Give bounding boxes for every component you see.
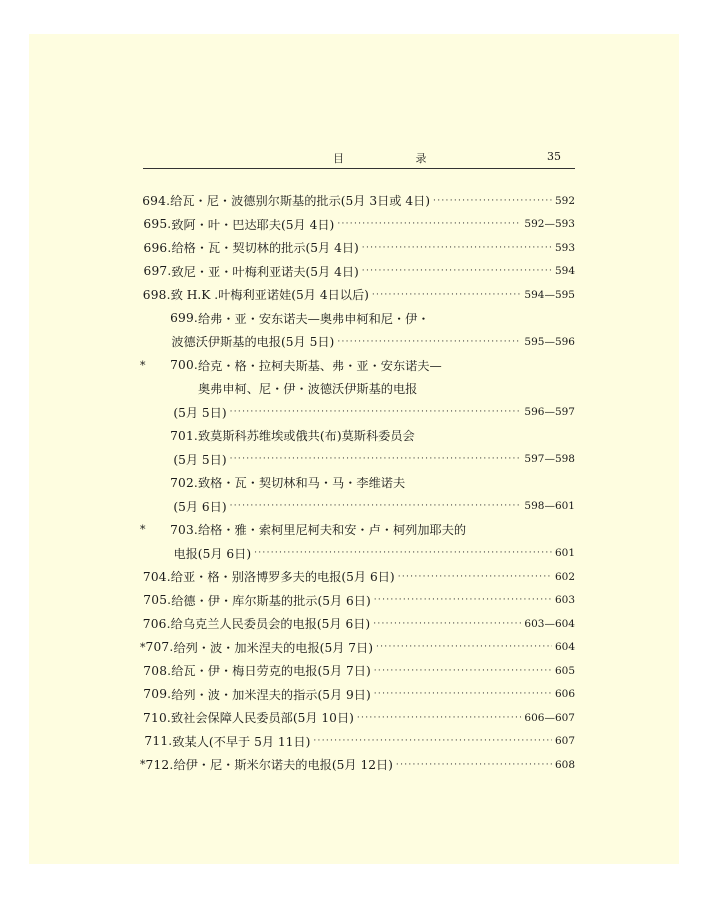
dot-leader — [374, 666, 552, 676]
toc-entry-line — [140, 377, 575, 401]
entry-page-range: 593 — [554, 241, 575, 254]
entry-title: 给克・格・拉柯夫斯基、弗・亚・安东诺夫— — [198, 358, 442, 373]
entry-page-range: 607 — [554, 735, 575, 748]
toc-entry-line — [140, 659, 575, 683]
entry-number: 710. — [143, 710, 171, 725]
entry-number: 708. — [143, 663, 172, 678]
entry-number: 705. — [143, 593, 172, 608]
toc-entry-line — [140, 330, 575, 354]
dot-leader — [230, 501, 522, 511]
toc-entry-line — [140, 683, 575, 707]
toc-entry-line — [140, 236, 575, 260]
toc-entry-line — [140, 706, 575, 730]
entry-page-range: 594 — [554, 265, 575, 278]
entry-number: 711. — [144, 734, 173, 749]
entry-number: 712. — [145, 757, 174, 772]
toc-entry-line — [140, 565, 575, 589]
header-page-number: 35 — [547, 150, 561, 163]
toc-entry-line — [140, 354, 575, 378]
toc-entry-line — [140, 401, 575, 425]
entry-title: 给弗・亚・安东诺夫—奥弗申柯和尼・伊・ — [198, 311, 430, 326]
entry-page-range: 594—595 — [524, 288, 575, 301]
entry-number: 698. — [142, 287, 171, 302]
dot-leader — [433, 196, 552, 206]
toc-entry-line — [140, 495, 575, 519]
entry-number: 704. — [142, 569, 171, 584]
dot-leader — [230, 454, 522, 464]
entry-page-range: 604 — [554, 641, 575, 654]
entry-number: 702. — [170, 475, 198, 490]
entry-title: 给列・波・加米涅夫的指示(5月 9日) — [171, 687, 371, 702]
dot-leader — [376, 642, 552, 652]
dot-leader — [230, 407, 522, 417]
entry-number: 695. — [143, 217, 172, 232]
entry-page-range: 603—604 — [524, 617, 575, 630]
entry-page-range: 608 — [554, 758, 575, 771]
toc-entry-line — [140, 189, 575, 213]
dot-leader — [374, 689, 552, 699]
entry-page-range: 602 — [554, 570, 575, 583]
entry-title: 致阿・叶・巴达耶夫(5月 4日) — [171, 217, 335, 232]
entry-page-range: 597—598 — [524, 453, 575, 466]
entry-title: 给亚・格・别洛博罗多夫的电报(5月 6日) — [170, 570, 395, 585]
entry-title: 给瓦・尼・波德别尔斯基的批示(5月 3日或 4日) — [170, 194, 431, 209]
entry-number: 701. — [170, 428, 198, 443]
dot-leader — [337, 337, 521, 347]
entry-title: 波德沃伊斯基的电报(5月 5日) — [171, 335, 335, 350]
entry-title: 奥弗申柯、尼・伊・波德沃伊斯基的电报 — [198, 382, 418, 397]
entry-title: 致格・瓦・契切林和马・马・李维诺夫 — [198, 476, 406, 491]
entry-title: 电报(5月 6日) — [173, 546, 252, 561]
entry-title: 致莫斯科苏维埃或俄共(布)莫斯科委员会 — [198, 429, 415, 444]
entry-number: 706. — [142, 616, 171, 631]
entry-title: 给格・瓦・契切林的批示(5月 4日) — [171, 241, 359, 256]
entry-page-range: 596—597 — [524, 406, 575, 419]
entry-number: 699. — [170, 311, 198, 326]
header-title: 目 录 — [333, 152, 461, 165]
toc-entry-line — [140, 542, 575, 566]
entry-title: 给列・波・加米涅夫的电报(5月 7日) — [173, 640, 373, 655]
entry-number: 703. — [170, 522, 198, 537]
dot-leader — [337, 219, 521, 229]
table-of-contents — [140, 189, 575, 777]
toc-entry-line — [140, 612, 575, 636]
asterisk-marker: * — [140, 523, 146, 537]
entry-number: 707. — [145, 640, 174, 655]
entry-number: 709. — [143, 687, 172, 702]
dot-leader — [362, 266, 552, 276]
dot-leader — [313, 736, 552, 746]
toc-entry-line — [140, 730, 575, 754]
entry-title: 致 H.K .叶梅利亚诺娃(5月 4日以后) — [170, 288, 369, 303]
asterisk-marker: * — [140, 358, 146, 372]
entry-number: 697. — [143, 264, 172, 279]
toc-entry-line — [140, 448, 575, 472]
dot-leader — [396, 760, 552, 770]
toc-entry-line — [140, 260, 575, 284]
entry-title: 致某人(不早于 5月 11日) — [172, 734, 311, 749]
entry-title: 致社会保障人民委员部(5月 10日) — [170, 711, 354, 726]
entry-title: 给伊・尼・斯米尔诺夫的电报(5月 12日) — [173, 758, 393, 773]
dot-leader — [362, 243, 552, 253]
toc-entry-line — [140, 283, 575, 307]
entry-title: (5月 5日) — [173, 405, 227, 420]
entry-page-range: 592 — [554, 194, 575, 207]
entry-number: 694. — [142, 193, 171, 208]
entry-title: 给瓦・伊・梅日劳克的电报(5月 7日) — [171, 664, 371, 679]
entry-page-range: 605 — [554, 664, 575, 677]
entry-title: 给格・雅・索柯里尼柯夫和安・卢・柯列加耶夫的 — [198, 523, 467, 538]
entry-number: 700. — [170, 358, 198, 373]
entry-title: (5月 5日) — [173, 452, 227, 467]
dot-leader — [357, 713, 522, 723]
toc-entry-line — [140, 307, 575, 331]
toc-entry-line — [140, 636, 575, 660]
toc-entry-line — [140, 424, 575, 448]
entry-title: 致尼・亚・叶梅利亚诺夫(5月 4日) — [171, 264, 359, 279]
toc-entry-line — [140, 753, 575, 777]
asterisk-marker: * — [140, 640, 146, 654]
dot-leader — [374, 595, 552, 605]
entry-title: (5月 6日) — [173, 499, 227, 514]
dot-leader — [373, 619, 521, 629]
entry-title: 给德・伊・库尔斯基的批示(5月 6日) — [171, 593, 371, 608]
entry-page-range: 592—593 — [524, 218, 575, 231]
entry-page-range: 606—607 — [524, 711, 575, 724]
entry-page-range: 598—601 — [524, 500, 575, 513]
toc-entry-line — [140, 589, 575, 613]
asterisk-marker: * — [140, 758, 146, 772]
entry-page-range: 603 — [554, 594, 575, 607]
dot-leader — [254, 548, 552, 558]
toc-entry-line — [140, 518, 575, 542]
page-header — [143, 148, 575, 169]
toc-entry-line — [140, 471, 575, 495]
dot-leader — [372, 290, 522, 300]
entry-number: 696. — [143, 240, 172, 255]
entry-title: 给乌克兰人民委员会的电报(5月 6日) — [170, 617, 371, 632]
toc-entry-line — [140, 213, 575, 237]
entry-page-range: 606 — [554, 688, 575, 701]
entry-page-range: 601 — [554, 547, 575, 560]
dot-leader — [398, 572, 552, 582]
entry-page-range: 595—596 — [524, 335, 575, 348]
